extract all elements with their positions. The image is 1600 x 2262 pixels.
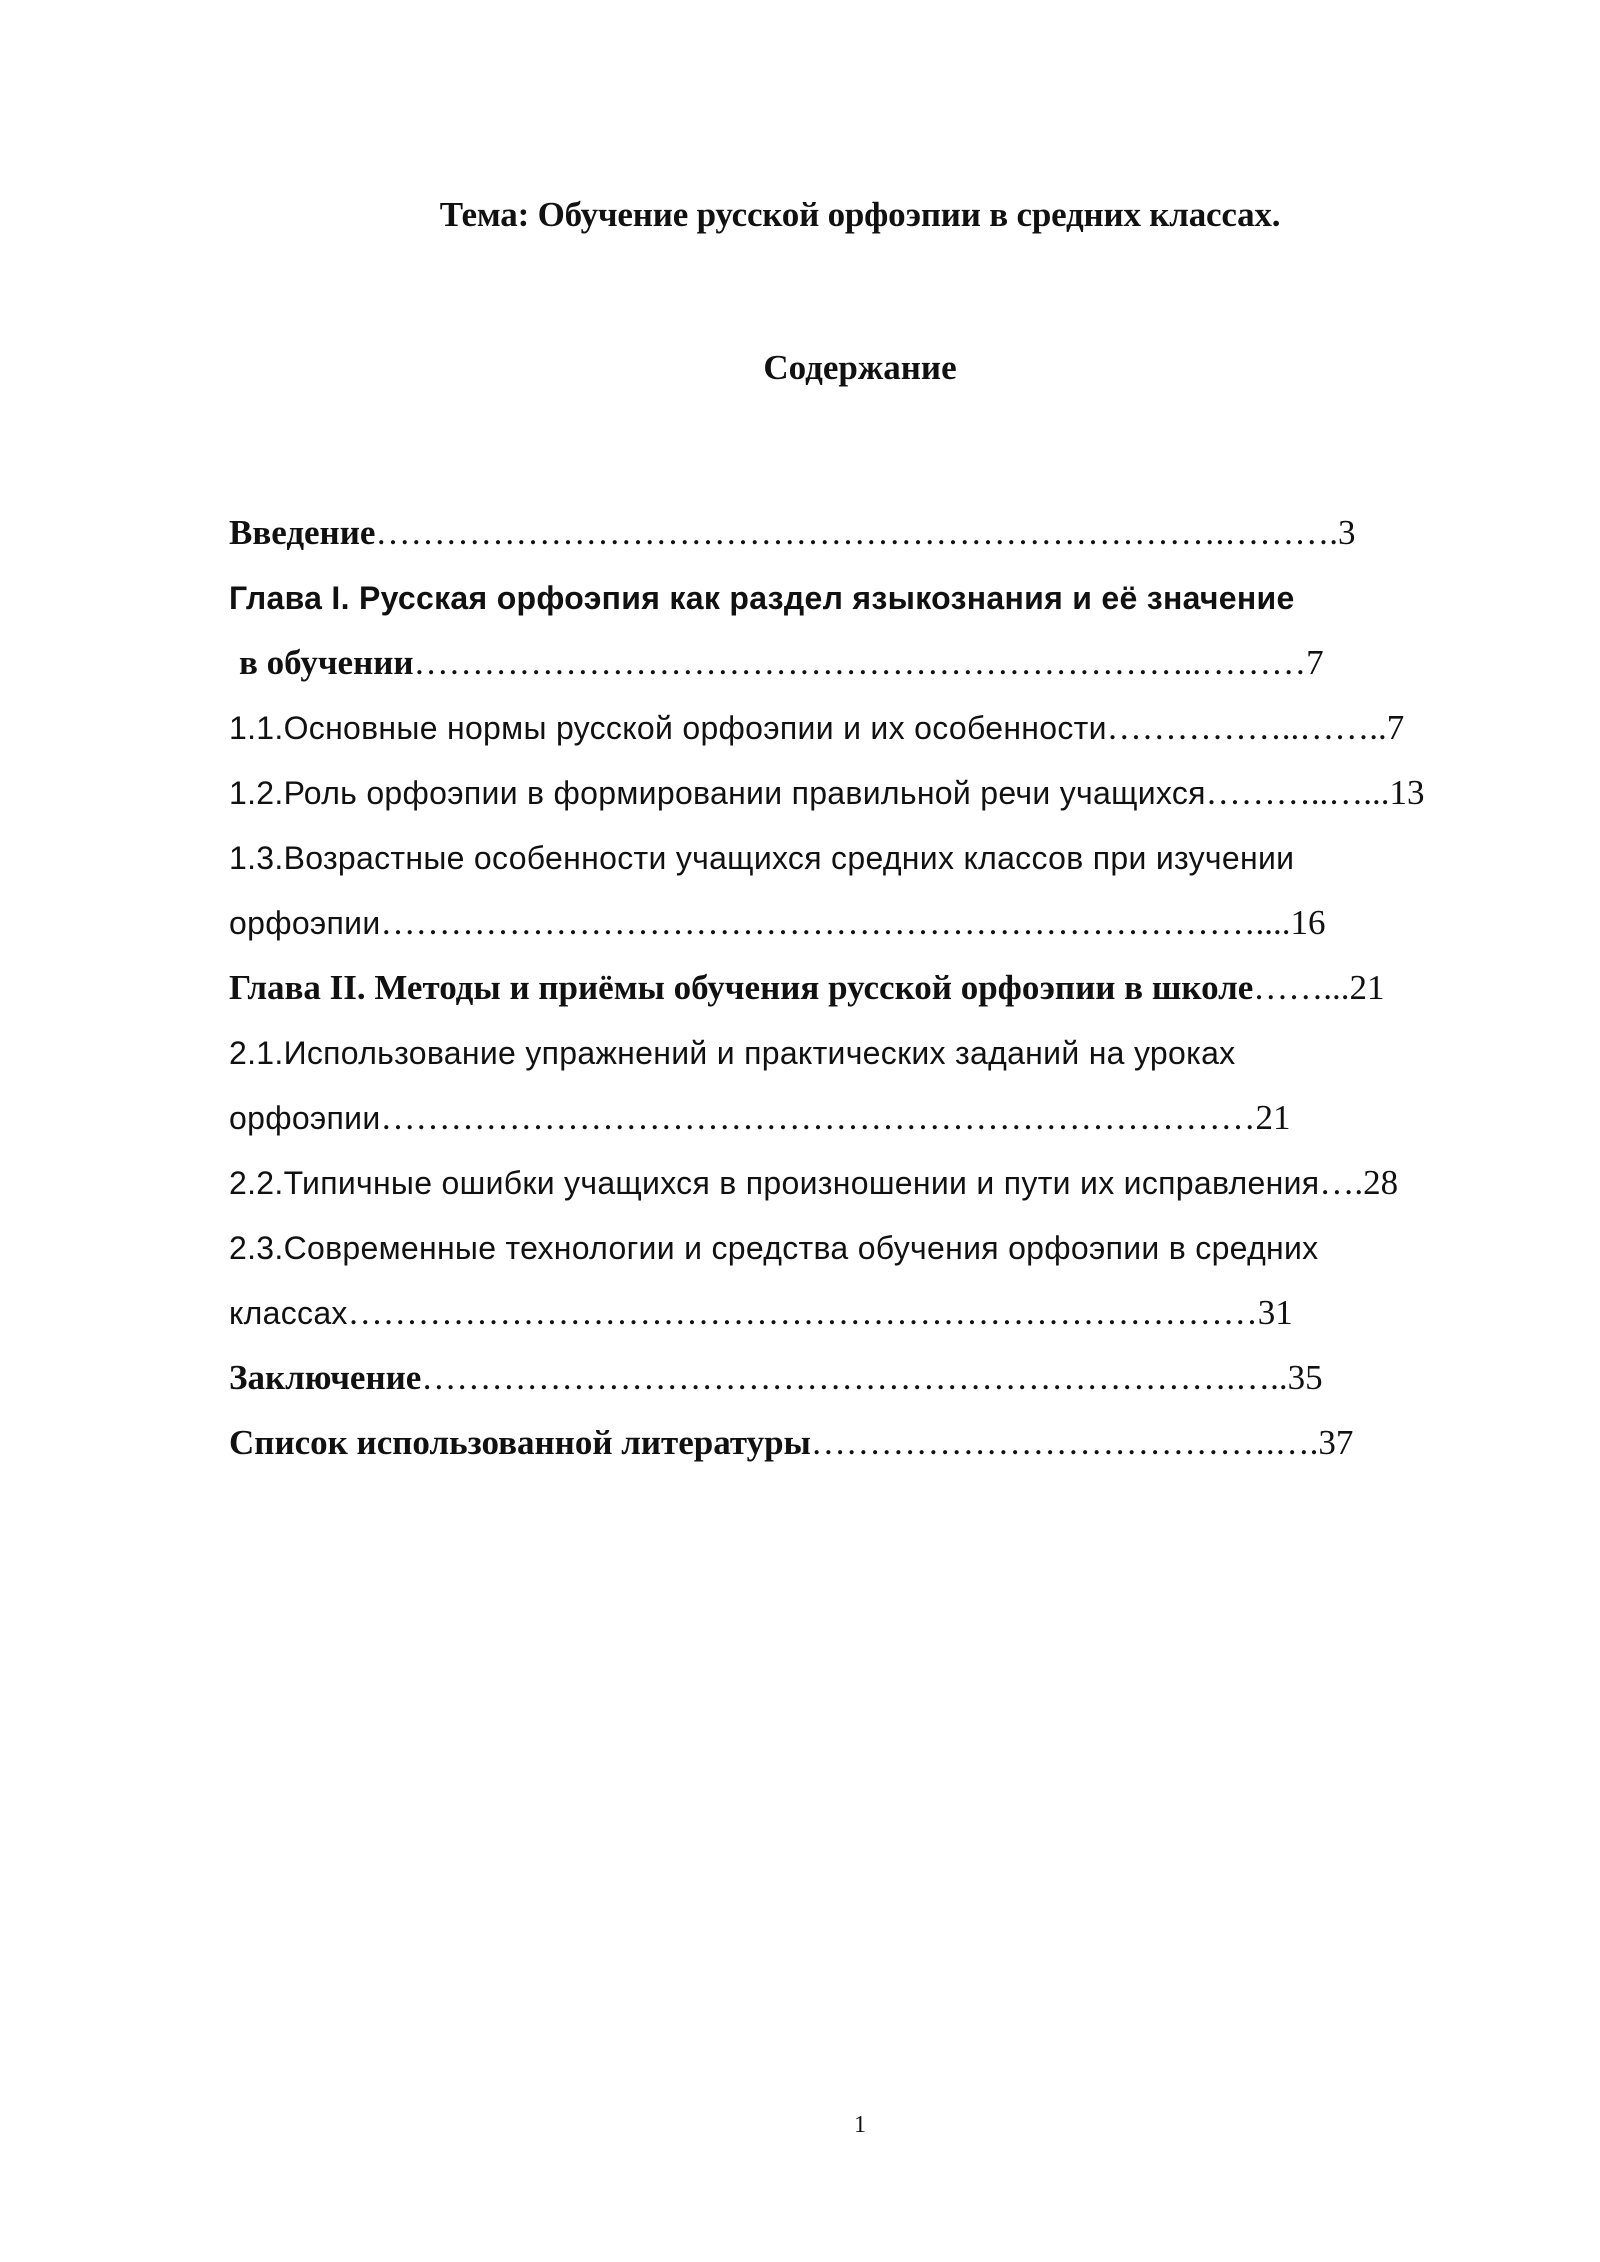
toc-entry-section-2-3-continued[interactable] [229,1280,1499,1345]
toc-entry-conclusion[interactable] [229,1345,1499,1410]
toc-leader-dots: ………..…... [1205,773,1390,812]
toc-page-number: 21 [1255,1098,1291,1137]
toc-entry-title: 1.2.Роль орфоэпии в формировании правильной речи учащихся [229,775,1206,811]
toc-page-number: 37 [1318,1423,1354,1462]
toc-page-number: 35 [1287,1358,1323,1397]
toc-entry-section-2-1[interactable] [229,1020,1499,1085]
toc-leader-dots: …………………………………………………………….….. [421,1358,1288,1397]
table-of-contents [229,500,1499,1475]
toc-leader-dots: ………………………………………………………………….... [380,903,1291,942]
toc-entry-section-1-2[interactable] [229,760,1499,825]
toc-entry-title: Список использованной литературы [229,1423,811,1462]
toc-entry-bibliography[interactable] [229,1410,1499,1475]
toc-page-number: 28 [1363,1163,1399,1202]
toc-page-number: 3 [1337,513,1356,552]
toc-entry-title: орфоэпии [229,1100,381,1136]
toc-leader-dots: …………………………………………………………………… [347,1293,1258,1332]
toc-leader-dots: ……... [1253,968,1350,1007]
toc-entry-chapter-1-continued[interactable] [229,630,1499,695]
toc-entry-section-1-3-continued[interactable] [229,890,1499,955]
page-number: 1 [854,2112,866,2138]
toc-entry-title: 2.1.Использование упражнений и практических заданий на уроках [229,1035,1236,1071]
toc-entry-section-1-3[interactable] [229,825,1499,890]
toc-page-number: 13 [1389,773,1425,812]
toc-entry-chapter-2[interactable] [229,955,1499,1020]
toc-entry-title: классах [229,1295,348,1331]
toc-leader-dots: …. [1319,1163,1364,1202]
toc-page-number: 31 [1257,1293,1293,1332]
document-topic: Тема: Обучение русской орфоэпии в средних классах. [439,195,1281,234]
toc-page-number: 7 [1386,708,1405,747]
toc-entry-section-2-3[interactable] [229,1215,1499,1280]
toc-entry-introduction[interactable] [229,500,1499,565]
toc-entry-title: орфоэпии [229,905,381,941]
toc-entry-title: 1.1.Основные нормы русской орфоэпии и их особенности [229,710,1107,746]
toc-leader-dots: ……………..…….. [1106,708,1387,747]
toc-leader-dots: …………………………………………………………..……… [413,643,1307,682]
toc-page-number: 7 [1306,643,1324,682]
toc-entry-chapter-1[interactable] [229,565,1499,630]
toc-entry-section-1-1[interactable] [229,695,1499,760]
toc-leader-dots: ………………………………………………………………… [380,1098,1256,1137]
toc-entry-title: Заключение [229,1358,422,1397]
toc-entry-title: 2.2.Типичные ошибки учащихся в произношении и пути их исправления [229,1165,1320,1201]
toc-entry-title: 1.3.Возрастные особенности учащихся средних классов при изучении [229,840,1295,876]
toc-entry-section-2-2[interactable] [229,1150,1499,1215]
toc-leader-dots: ………………………………….…. [810,1423,1319,1462]
toc-entry-title: Глава II. Методы и приёмы обучения русской орфоэпии в школе [229,968,1254,1007]
toc-page-number: 16 [1290,903,1326,942]
toc-heading: Содержание [763,348,957,387]
toc-page-number: 21 [1349,968,1385,1007]
toc-entry-title: Введение [229,513,376,552]
toc-entry-title: 2.3.Современные технологии и средства обучения орфоэпии в средних [229,1230,1319,1266]
toc-entry-title: в обучении [239,643,414,682]
toc-leader-dots: ……………………………………………………………….………. [375,513,1338,552]
toc-entry-title: Глава I. Русская орфоэпия как раздел языкознания и её значение [229,580,1295,616]
toc-entry-section-2-1-continued[interactable] [229,1085,1499,1150]
